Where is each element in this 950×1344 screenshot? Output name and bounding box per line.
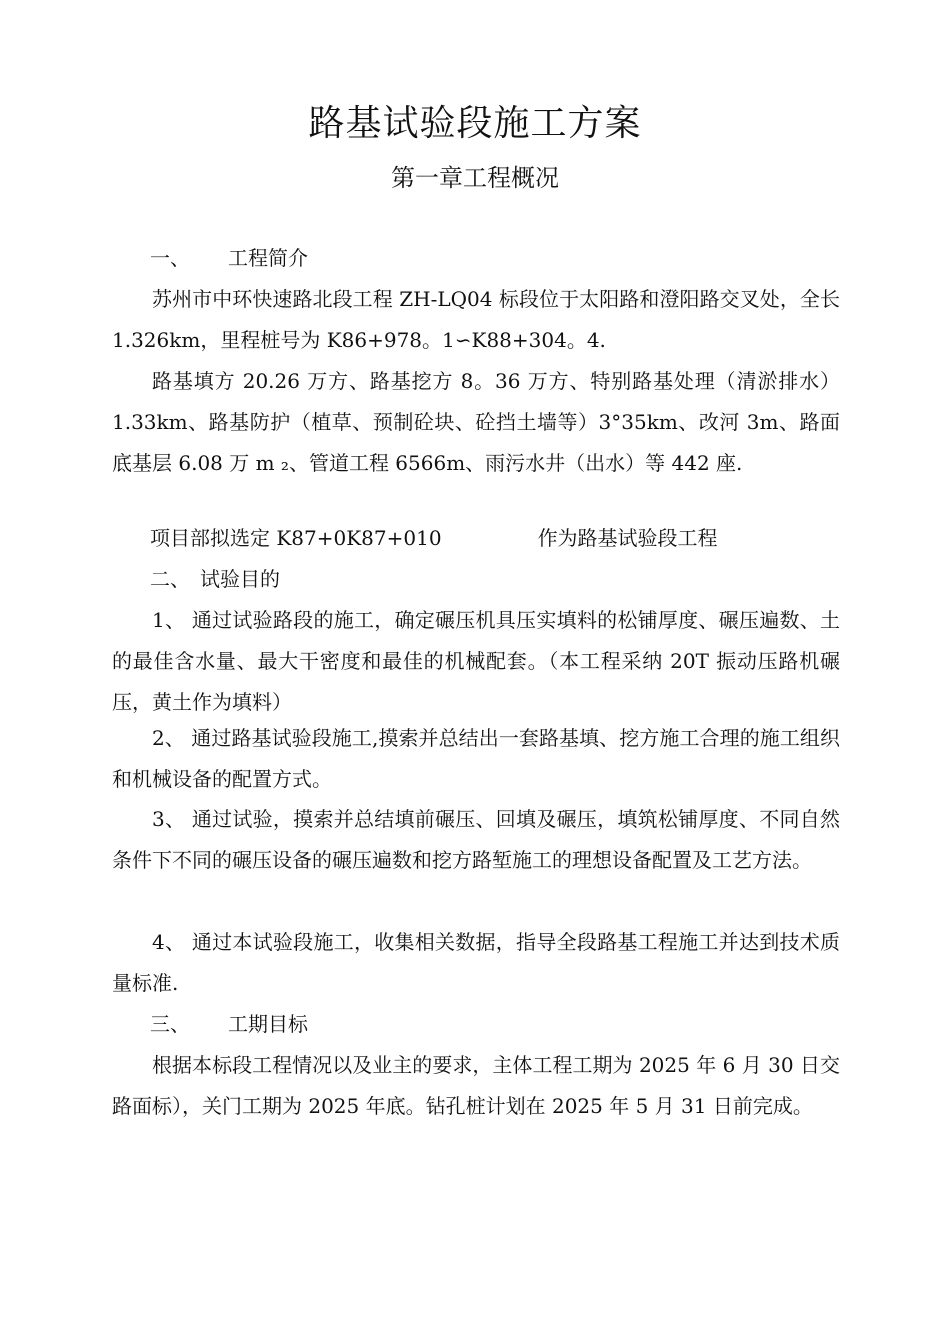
section-heading-schedule-target — [150, 1004, 308, 1045]
section-heading-text: 工期目标 — [228, 1012, 308, 1036]
paragraph-schedule: 根据本标段工程情况以及业主的要求，主体工程工期为 2025 年 6 月 30 日交路面标），关门工期为 2025 年底。钻孔桩计划在 2025 年 5 月 31 日前完成。 — [112, 1053, 840, 1118]
chapter-title: 第一章工程概况 — [391, 164, 559, 192]
test-section-purpose: 作为路基试验段工程 — [537, 526, 718, 550]
list-item-purpose-1: 1、 通过试验路段的施工，确定碾压机具压实填料的松铺厚度、碾压遍数、土的最佳含水量、最大干密度和最佳的机械配套。（本工程采纳 20T 振动压路机碾压，黄土作为填料） — [112, 608, 840, 714]
section-heading-text: 试验目的 — [200, 567, 280, 591]
test-section-range: 项目部拟选定 K87+0K87+010 — [150, 526, 442, 550]
section-heading-text: 工程简介 — [228, 246, 308, 270]
paragraph-test-section-selection — [150, 518, 718, 559]
list-item-purpose-4: 4、 通过本试验段施工，收集相关数据，指导全段路基工程施工并达到技术质量标准. — [112, 930, 840, 995]
section-number: 三、 — [150, 1012, 190, 1036]
section-number: 二、 — [150, 567, 190, 591]
section-number: 一、 — [150, 246, 190, 270]
section-heading-test-purpose — [150, 559, 280, 600]
list-item-purpose-2: 2、 通过路基试验段施工,摸索并总结出一套路基填、挖方施工合理的施工组织和机械设备的配置方式。 — [112, 726, 840, 791]
paragraph-project-location: 苏州市中环快速路北段工程 ZH-LQ04 标段位于太阳路和澄阳路交叉处，全长 1.326km，里程桩号为 K86+978。1∽K88+304。4. — [112, 287, 840, 352]
document-title: 路基试验段施工方案 — [308, 103, 642, 144]
paragraph-work-quantities: 路基填方 20.26 万方、路基挖方 8。36 万方、特别路基处理（清淤排水）1.33km、路基防护（植草、预制砼块、砼挡土墙等）3°35km、改河 3m、路面底基层 6.08 万 m ₂、管道工程 6566m、雨污水井（出水）等 442 座. — [112, 369, 840, 475]
list-item-purpose-3: 3、 通过试验，摸索并总结填前碾压、回填及碾压，填筑松铺厚度、不同自然条件下不同的碾压设备的碾压遍数和挖方路堑施工的理想设备配置及工艺方法。 — [112, 807, 840, 872]
section-heading-project-overview — [150, 238, 308, 279]
